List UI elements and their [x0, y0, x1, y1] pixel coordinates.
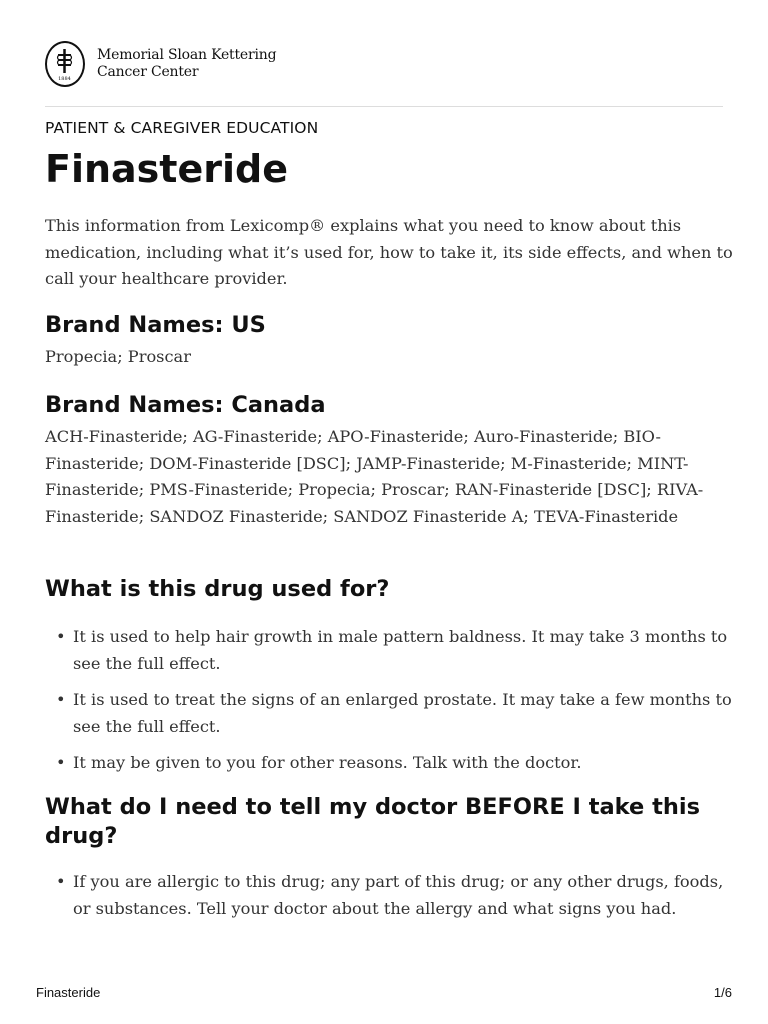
logo-year: 1884: [58, 76, 71, 82]
list-item: • It is used to treat the signs of an enlarged prostate. It may take a few months to see the full effect.: [45, 687, 735, 740]
msk-logo-icon: [45, 41, 85, 87]
intro-paragraph: This information from Lexicomp® explains what you need to know about this medication, including what it’s used for, how to take it, its side effects, and when to call your healthcare provider.: [45, 216, 733, 288]
list-item: • It may be given to you for other reasons. Talk with the doctor.: [45, 750, 735, 777]
before-heading: What do I need to tell my doctor BEFORE I take this drug?: [45, 794, 701, 849]
footer-doc-title: Finasteride: [36, 985, 101, 1000]
footer-page-number: 1/6: [713, 985, 732, 1000]
before-list: [45, 869, 735, 922]
list-item: • If you are allergic to this drug; any part of this drug; or any other drugs, foods, or substances. Tell your doctor about the allergy and what signs you had.: [45, 869, 735, 922]
header-divider: [45, 106, 723, 107]
before-section: [45, 793, 735, 922]
section-eyebrow: PATIENT & CAREGIVER EDUCATION: [45, 119, 319, 137]
org-name-line1: Memorial Sloan Kettering: [97, 47, 277, 63]
brand-names-us-text: Propecia; Proscar: [45, 347, 191, 366]
brand-names-canada-heading: Brand Names: Canada: [45, 392, 326, 418]
uses-list: [45, 624, 735, 777]
brand-names-us-section: [45, 311, 735, 371]
site-header: [45, 39, 276, 89]
brand-names-us-heading: Brand Names: US: [45, 312, 266, 338]
uses-section: [45, 575, 735, 777]
list-item: • It is used to help hair growth in male pattern baldness. It may take 3 months to see the full effect.: [45, 624, 735, 677]
page-title: Finasteride: [45, 147, 288, 191]
brand-names-canada-section: [45, 391, 735, 530]
org-name-line2: Cancer Center: [97, 64, 199, 80]
org-name: [97, 47, 276, 81]
brand-names-canada-text: ACH-Finasteride; AG-Finasteride; APO-Finasteride; Auro-Finasteride; BIO-Finasteride; DOM-Finasteride [DSC]; JAMP-Finasteride; M-Finasteride; MINT-Finasteride; PMS-Finasteride; Propecia; Proscar; RAN-Finasteride [DSC]; RIVA-Finasteride; SANDOZ Finasteride; SANDOZ Finasteride A; TEVA-Finasteride: [45, 427, 704, 526]
uses-heading: What is this drug used for?: [45, 576, 390, 602]
